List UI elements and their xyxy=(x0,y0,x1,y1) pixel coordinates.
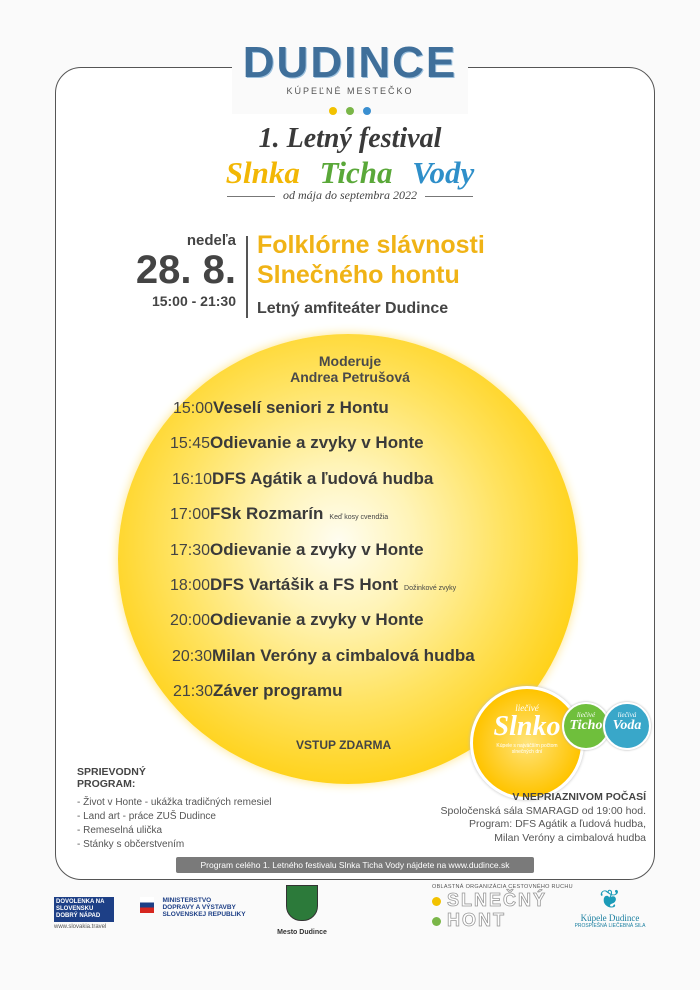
free-entry-label: VSTUP ZDARMA xyxy=(296,738,392,752)
program-time: 17:30 xyxy=(170,541,211,559)
sp1-url: www.slovakia.travel xyxy=(54,924,107,930)
program-item xyxy=(170,575,590,610)
companion-item: - Stánky s občerstvením xyxy=(77,838,272,852)
slovak-coat-of-arms-icon xyxy=(140,897,154,913)
festival-word-ticha: Ticha xyxy=(319,155,393,190)
event-title-line1: Folklórne slávnosti xyxy=(257,231,485,259)
program-time: 16:10 xyxy=(172,470,213,488)
logo-text: DUDINCE xyxy=(242,38,458,87)
divider xyxy=(246,236,248,318)
program-time: 17:00 xyxy=(170,506,211,524)
sp1-line1: DOVOLENKA NA xyxy=(56,899,105,905)
program-time: 20:30 xyxy=(172,647,213,665)
festival-words xyxy=(0,155,700,191)
companion-heading-line1: SPRIEVODNÝ xyxy=(77,766,146,778)
program-title: Odievanie a zvyky v Honte xyxy=(210,539,424,559)
companion-item: - Remeselná ulička xyxy=(77,824,272,838)
sp1-line2: SLOVENSKU xyxy=(56,906,94,912)
moderator-name: Andrea Petrušová xyxy=(290,369,410,385)
program-time: 15:45 xyxy=(170,435,211,453)
event-date-block xyxy=(110,232,236,309)
footer-website-bar: Program celého 1. Letného festivalu Slnka Ticha Vody nájdete na www.dudince.sk xyxy=(176,857,534,873)
sp4-row2: HONT xyxy=(447,910,506,930)
slovakia-travel-box xyxy=(54,897,114,922)
program-time: 18:00 xyxy=(170,576,211,594)
companion-program xyxy=(77,766,272,852)
ministry-logo xyxy=(140,897,275,918)
program-list xyxy=(170,398,590,717)
town-crest-logo xyxy=(272,885,332,936)
ministry-text xyxy=(162,897,274,918)
voda-badge-small: liečivá xyxy=(617,711,637,719)
program-title: DFS Agátik a ľudová hudba xyxy=(212,468,434,488)
sp2-line3: SLOVENSKEJ REPUBLIKY xyxy=(162,911,246,918)
town-crest-label: Mesto Dudince xyxy=(277,929,327,936)
sp5-tiny: PROSPIEŠNÁ LIEČEBNÁ SILA xyxy=(574,923,646,929)
bad-weather-line3: Milan Veróny a cimbalová hudba xyxy=(494,831,646,844)
companion-item: - Land art - práce ZUŠ Dudince xyxy=(77,810,272,824)
sp2-line1: MINISTERSTVO xyxy=(162,897,212,904)
kupele-dudince-logo xyxy=(560,885,660,929)
spa-fountain-icon: ❦ xyxy=(599,884,621,914)
program-title: DFS Vartášik a FS Hont xyxy=(210,574,399,594)
blue-dot-icon xyxy=(363,107,371,115)
event-time: 15:00 - 21:30 xyxy=(151,293,236,309)
sp4-row1: SLNEČNÝ xyxy=(447,890,548,910)
program-item xyxy=(170,433,590,468)
slnko-badge xyxy=(470,686,584,800)
yellow-dot-icon xyxy=(432,897,441,906)
dudince-logo xyxy=(232,38,468,114)
slnko-badge-big: Slnko xyxy=(493,711,561,742)
companion-item: - Život v Honte - ukážka tradičných remesiel xyxy=(77,796,272,810)
program-item xyxy=(170,610,590,645)
program-item xyxy=(170,504,590,539)
sp2-line2: DOPRAVY A VÝSTAVBY xyxy=(162,904,236,911)
green-dot-icon xyxy=(432,917,441,926)
logo-dots xyxy=(232,100,468,119)
event-title xyxy=(257,230,485,290)
green-dot-icon xyxy=(346,107,354,115)
event-venue: Letný amfiteáter Dudince xyxy=(257,300,449,317)
town-crest-icon xyxy=(286,885,318,921)
sp1-line3: DOBRÝ NÁPAD xyxy=(56,913,101,919)
program-time: 15:00 xyxy=(173,400,214,417)
bad-weather-line1: Spoločenská sála SMARAGD od 19:00 hod. xyxy=(440,804,646,817)
festival-title: 1. Letný festival xyxy=(258,123,442,154)
slnko-badge-small: liečivé xyxy=(515,703,539,713)
ticho-badge-small: liečivé xyxy=(576,711,596,719)
companion-list xyxy=(77,796,272,852)
program-title: Záver programu xyxy=(213,681,343,701)
program-title: FSk Rozmarín xyxy=(210,504,324,524)
ticho-badge-big: Ticho xyxy=(569,718,603,733)
logo-subtitle: KÚPEĽNÉ MESTEČKO xyxy=(286,86,414,96)
moderator xyxy=(0,353,700,385)
festival-word-vody: Vody xyxy=(412,155,475,190)
program-time: 21:30 xyxy=(173,683,214,701)
sp4-small: OBLASTNÁ ORGANIZÁCIA CESTOVNÉHO RUCHU xyxy=(432,884,573,890)
companion-heading-line2: PROGRAM: xyxy=(77,778,136,790)
slovakia-travel-logo xyxy=(54,897,114,930)
program-note: Dožinkové zvyky xyxy=(404,584,457,592)
bad-weather-line2: Program: DFS Agátik a ľudová hudba, xyxy=(469,818,646,830)
program-time: 20:00 xyxy=(170,612,211,630)
bad-weather-heading: V NEPRIAZNIVOM POČASÍ xyxy=(512,791,646,803)
program-title: Veselí seniori z Hontu xyxy=(213,398,389,417)
slnko-badge-sub: Kúpele s najväčším počtom slnečných dní xyxy=(496,743,558,755)
yellow-dot-icon xyxy=(329,107,337,115)
program-title: Odievanie a zvyky v Honte xyxy=(210,610,424,630)
program-title: Milan Veróny a cimbalová hudba xyxy=(212,645,475,665)
event-date: 28. 8. xyxy=(135,248,236,292)
moderator-label: Moderuje xyxy=(318,353,382,369)
program-item xyxy=(173,398,593,433)
sponsor-logos xyxy=(0,885,700,945)
program-note: Keď kosy cvendžia xyxy=(329,514,389,522)
festival-word-slnka: Slnka xyxy=(225,155,300,190)
program-item xyxy=(170,540,590,575)
event-day: nedeľa xyxy=(186,232,236,249)
voda-badge-big: Voda xyxy=(612,718,642,733)
voda-badge xyxy=(603,702,651,750)
program-item xyxy=(172,646,592,681)
program-title: Odievanie a zvyky v Honte xyxy=(210,433,424,453)
event-title-line2: Slnečného hontu xyxy=(257,261,460,289)
bad-weather-info xyxy=(441,791,646,845)
festival-dates: od mája do septembra 2022 xyxy=(0,188,700,203)
companion-heading xyxy=(77,766,272,790)
program-item xyxy=(172,469,592,504)
sp5-name: Kúpele Dudince xyxy=(580,913,640,923)
